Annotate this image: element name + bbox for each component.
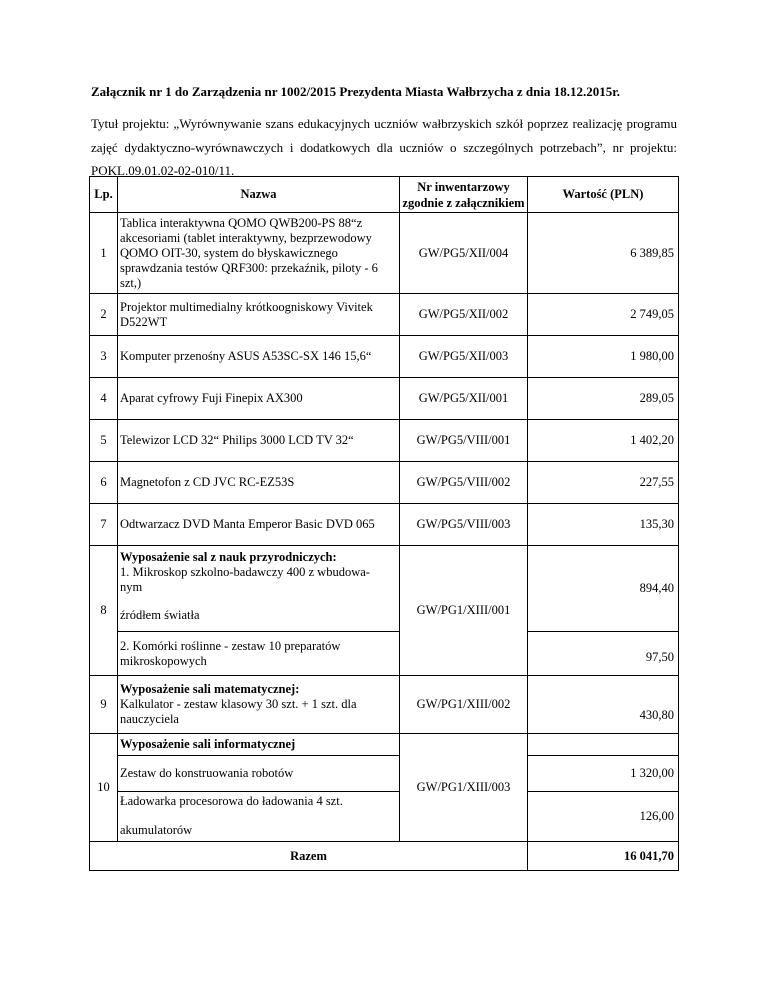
cell-nazwa: Projektor multimedialny krótkoogniskowy Vivitek D522WT <box>118 294 400 336</box>
cell-nr: GW/PG1/XIII/003 <box>400 734 528 842</box>
inventory-table <box>89 176 679 871</box>
cell-nr: GW/PG5/XII/002 <box>400 294 528 336</box>
header-nazwa: Nazwa <box>118 177 400 213</box>
total-label: Razem <box>90 842 528 871</box>
cell-lp: 7 <box>90 504 118 546</box>
item-kalkulator: Kalkulator - zestaw klasowy 30 szt. + 1 szt. dla nauczyciela <box>120 697 357 726</box>
cell-nazwa <box>118 546 400 632</box>
item-ladowarka-b: akumulatorów <box>120 823 193 837</box>
cell-nr: GW/PG1/XIII/001 <box>400 546 528 676</box>
table-row <box>90 378 679 420</box>
cell-wartosc: 894,40 <box>528 546 679 632</box>
cell-lp: 4 <box>90 378 118 420</box>
intro-line-2: zajęć dydaktyczno-wyrównawczych i dodatkowych dla uczniów o szczególnych potrzebach”, nr projektu: <box>91 139 677 155</box>
table-row <box>90 213 679 294</box>
header-lp: Lp. <box>90 177 118 213</box>
cell-wartosc: 1 320,00 <box>528 756 679 792</box>
section-title-informatyka: Wyposażenie sali informatycznej <box>118 734 400 756</box>
intro-line-3: POKL.09.01.02-02-010/11. <box>91 163 235 178</box>
table-row <box>90 420 679 462</box>
cell-wartosc: 1 402,20 <box>528 420 679 462</box>
table-row <box>90 734 679 756</box>
cell-lp: 8 <box>90 546 118 676</box>
section-title-matematyka: Wyposażenie sali matematycznej: <box>120 682 300 696</box>
header-nr <box>400 177 528 213</box>
cell-nr: GW/PG1/XIII/002 <box>400 676 528 734</box>
total-value: 16 041,70 <box>528 842 679 871</box>
cell-wartosc: 227,55 <box>528 462 679 504</box>
cell-nazwa: Zestaw do konstruowania robotów <box>118 756 400 792</box>
cell-lp: 10 <box>90 734 118 842</box>
item-mikroskop-b: nym <box>120 580 143 594</box>
cell-nazwa: Tablica interaktywna QOMO QWB200-PS 88“z akcesoriami (tablet interaktywny, bezprzewodowy QOMO OIT-30, system do błyskawicznego sprawdzania testów QRF300: przekaźnik, piloty - 6 szt,) <box>118 213 400 294</box>
cell-nazwa: Komputer przenośny ASUS A53SC-SX 146 15,6“ <box>118 336 400 378</box>
section-title-nauki: Wyposażenie sal z nauk przyrodniczych: <box>120 550 337 564</box>
cell-nazwa: Aparat cyfrowy Fuji Finepix AX300 <box>118 378 400 420</box>
table-row <box>90 546 679 632</box>
table-row <box>90 676 679 734</box>
table-total-row <box>90 842 679 871</box>
item-ladowarka-a: Ładowarka procesorowa do ładowania 4 szt. <box>120 794 343 808</box>
cell-nazwa: Telewizor LCD 32“ Philips 3000 LCD TV 32“ <box>118 420 400 462</box>
cell-nr: GW/PG5/XII/001 <box>400 378 528 420</box>
cell-lp: 6 <box>90 462 118 504</box>
item-mikroskop-a: 1. Mikroskop szkolno-badawczy 400 z wbudowa- <box>120 565 370 579</box>
cell-nr: GW/PG5/VIII/002 <box>400 462 528 504</box>
cell-lp: 2 <box>90 294 118 336</box>
table-row <box>90 294 679 336</box>
cell-nazwa: 2. Komórki roślinne - zestaw 10 preparatów mikroskopowych <box>118 632 400 676</box>
table-row <box>90 792 679 842</box>
table-row <box>90 504 679 546</box>
project-intro <box>91 112 677 183</box>
header-nr-line2: zgodnie z załącznikiem <box>402 195 525 210</box>
cell-wartosc: 2 749,05 <box>528 294 679 336</box>
cell-wartosc: 135,30 <box>528 504 679 546</box>
cell-lp: 3 <box>90 336 118 378</box>
cell-nr: GW/PG5/XII/003 <box>400 336 528 378</box>
cell-nazwa <box>118 676 400 734</box>
cell-lp: 5 <box>90 420 118 462</box>
item-mikroskop-c: źródłem światła <box>120 608 200 622</box>
header-nr-line1: Nr inwentarzowy <box>417 179 510 194</box>
header-wartosc: Wartość (PLN) <box>528 177 679 213</box>
attachment-heading: Załącznik nr 1 do Zarządzenia nr 1002/2015 Prezydenta Miasta Wałbrzycha z dnia 18.12.2015r. <box>91 84 621 99</box>
cell-nazwa <box>118 792 400 842</box>
cell-lp: 9 <box>90 676 118 734</box>
cell-wartosc: 289,05 <box>528 378 679 420</box>
cell-nr: GW/PG5/VIII/001 <box>400 420 528 462</box>
table-row <box>90 336 679 378</box>
cell-wartosc: 126,00 <box>528 792 679 842</box>
intro-line-1: Tytuł projektu: „Wyrównywanie szans edukacyjnych uczniów wałbrzyskich szkół poprzez realizację programu <box>91 116 677 131</box>
table-row <box>90 462 679 504</box>
table-row <box>90 756 679 792</box>
table-header-row <box>90 177 679 213</box>
cell-wartosc: 6 389,85 <box>528 213 679 294</box>
cell-wartosc-empty <box>528 734 679 756</box>
table-row <box>90 632 679 676</box>
cell-lp: 1 <box>90 213 118 294</box>
cell-wartosc: 430,80 <box>528 676 679 734</box>
cell-wartosc: 1 980,00 <box>528 336 679 378</box>
cell-nr: GW/PG5/VIII/003 <box>400 504 528 546</box>
cell-nazwa: Odtwarzacz DVD Manta Emperor Basic DVD 065 <box>118 504 400 546</box>
cell-nazwa: Magnetofon z CD JVC RC-EZ53S <box>118 462 400 504</box>
cell-nr: GW/PG5/XII/004 <box>400 213 528 294</box>
cell-wartosc: 97,50 <box>528 632 679 676</box>
